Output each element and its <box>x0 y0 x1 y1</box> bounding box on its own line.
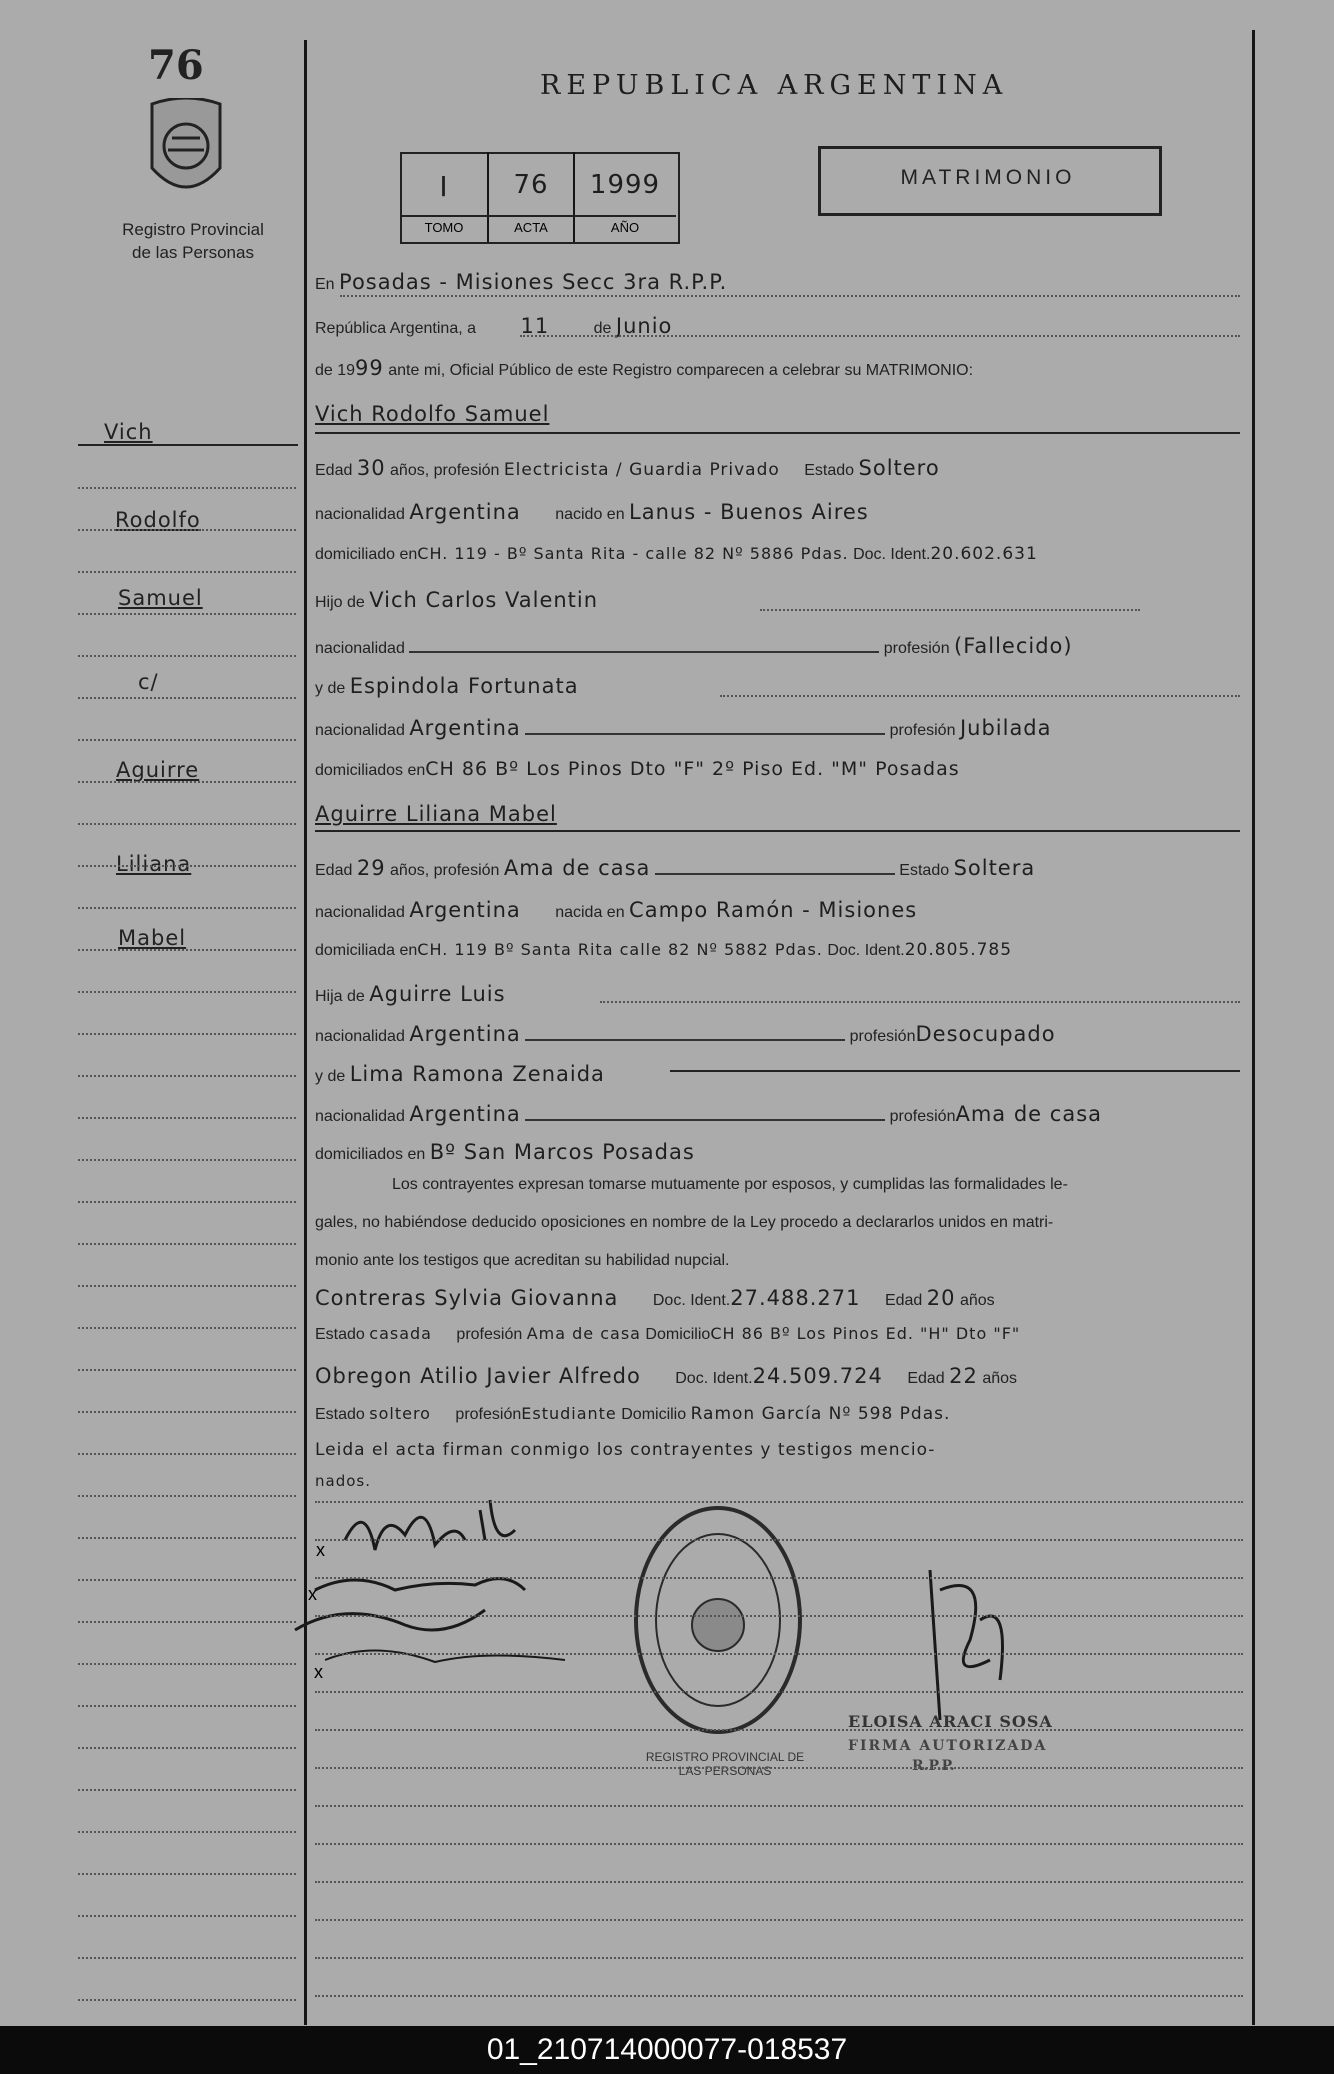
ano-label: AÑO <box>610 220 640 235</box>
groom-doc: 20.602.631 <box>930 544 1038 564</box>
margin-name-1: Vich <box>104 420 153 444</box>
margin-rule-line <box>78 780 296 783</box>
bride-age: 29 <box>356 856 386 880</box>
margin-rule-line <box>78 570 296 573</box>
margin-rule-line <box>78 1788 296 1791</box>
margin-name-5: Aguirre <box>116 758 200 782</box>
bride-birthplace: Campo Ramón - Misiones <box>629 898 918 922</box>
groom-name: Vich Rodolfo Samuel <box>315 402 550 426</box>
margin-rule-line <box>78 1200 296 1203</box>
bride-father-profession: Desocupado <box>915 1022 1056 1046</box>
bride-father-nationality: Argentina <box>409 1022 521 1046</box>
declaration-line3: monio ante los testigos que acreditan su habilidad nupcial. <box>315 1252 730 1269</box>
bride-address: CH. 119 Bº Santa Rita calle 82 Nº 5882 Pdas. <box>417 940 823 959</box>
body-rule-line <box>315 1918 1243 1921</box>
body-rule-line <box>315 1804 1243 1807</box>
margin-rule-line <box>78 948 296 951</box>
margin-name-2: Rodolfo <box>115 508 201 532</box>
margin-rule-line <box>78 1830 296 1833</box>
margin-rule-line <box>78 1368 296 1371</box>
margin-rule-line <box>78 1956 296 1959</box>
page-number: 76 <box>148 42 204 89</box>
bride-profession: Ama de casa <box>503 856 651 880</box>
acta-label: ACTA <box>514 220 548 235</box>
witness1-age: 20 <box>926 1286 956 1310</box>
groom-mother-profession: Jubilada <box>959 716 1052 740</box>
place-value: Posadas - Misiones Secc 3ra R.P.P. <box>339 270 728 294</box>
bride-nationality: Argentina <box>409 898 521 922</box>
margin-rule-line <box>78 906 296 909</box>
sign-mark-1: x <box>316 1540 325 1560</box>
groom-nationality: Argentina <box>409 500 521 524</box>
bride-mother-profession: Ama de casa <box>955 1102 1102 1126</box>
margin-rule-line <box>78 1536 296 1539</box>
body-rule-line <box>315 1728 1243 1731</box>
witness2-profession: Estudiante <box>521 1404 617 1423</box>
bride-status: Soltera <box>953 856 1036 880</box>
official-office: R.P.P. <box>912 1758 955 1774</box>
margin-rule-line <box>78 1326 296 1329</box>
tomo-value: I <box>439 170 449 203</box>
margin-rule-line <box>78 1158 296 1161</box>
signatures-scribble <box>285 1490 645 1700</box>
groom-parents-address: CH 86 Bº Los Pinos Dto "F" 2º Piso Ed. "M" Posadas <box>425 758 960 780</box>
margin-rule-line <box>78 1578 296 1581</box>
document-type: MATRIMONIO <box>900 166 1076 189</box>
margin-rule-line <box>78 1074 296 1077</box>
margin-rule-line <box>78 1494 296 1497</box>
declaration-line1: Los contrayentes expresan tomarse mutuamente por esposos, y cumplidas las formalidades le- <box>392 1176 1068 1193</box>
margin-name-6: Liliana <box>116 852 192 876</box>
margin-rule-line <box>78 1242 296 1245</box>
bride-name: Aguirre Liliana Mabel <box>315 802 557 826</box>
official-title: FIRMA AUTORIZADA <box>848 1738 1048 1754</box>
witness1-status: casada <box>369 1324 432 1343</box>
bride-father: Aguirre Luis <box>369 982 506 1006</box>
provincial-seal-icon <box>142 98 230 206</box>
witness1-doc: 27.488.271 <box>730 1286 861 1310</box>
intro-text: ante mi, Oficial Público de este Registro comparecen a celebrar su MATRIMONIO: <box>388 362 974 379</box>
margin-rule-line <box>78 1662 296 1665</box>
body-rule-line <box>315 1652 1243 1655</box>
body-rule-line <box>315 1538 1243 1541</box>
witness2-address: Ramon García Nº 598 Pdas. <box>690 1404 951 1424</box>
margin-rule-line <box>78 864 296 867</box>
margin-name-3: Samuel <box>118 586 203 610</box>
margin-rule-line <box>78 1116 296 1119</box>
margin-rule-line <box>78 1746 296 1749</box>
sign-mark-2: x <box>308 1584 317 1604</box>
day-value: 11 <box>520 314 550 338</box>
groom-mother-nationality: Argentina <box>409 716 521 740</box>
margin-rule-line <box>78 738 296 741</box>
bride-mother: Lima Ramona Zenaida <box>349 1062 605 1086</box>
margin-rule-line <box>78 1032 296 1035</box>
margin-rule-line <box>78 486 296 489</box>
registry-name-line1: Registro Provincial <box>122 220 264 239</box>
label-en: En <box>315 276 335 293</box>
body-rule-line <box>315 1690 1243 1693</box>
groom-profession: Electricista / Guardia Privado <box>503 460 780 480</box>
groom-age: 30 <box>356 456 386 480</box>
year-value: 99 <box>355 356 384 380</box>
body-rule-line <box>315 1766 1243 1769</box>
margin-rule-line <box>78 1704 296 1707</box>
margin-rule-line <box>78 654 296 657</box>
groom-status: Soltero <box>858 456 940 480</box>
groom-father: Vich Carlos Valentin <box>369 588 599 612</box>
bride-parents-address: Bº San Marcos Posadas <box>429 1140 695 1164</box>
sign-mark-3: x <box>314 1662 323 1682</box>
margin-rule-line <box>78 990 296 993</box>
margin-rule-line <box>78 1620 296 1623</box>
witness1-address: CH 86 Bº Los Pinos Ed. "H" Dto "F" <box>710 1324 1021 1343</box>
margin-name-7: Mabel <box>118 926 187 950</box>
stamp-text: REGISTRO PROVINCIAL DE LAS PERSONAS <box>645 1750 805 1778</box>
witness2-name: Obregon Atilio Javier Alfredo <box>315 1364 641 1388</box>
margin-rule-line <box>78 1872 296 1875</box>
groom-father-profession: (Fallecido) <box>954 634 1073 658</box>
bride-doc: 20.805.785 <box>904 940 1013 960</box>
body-rule-line <box>315 1500 1243 1503</box>
margin-rule-line <box>78 528 296 531</box>
body-rule-line <box>315 1842 1243 1845</box>
groom-address: CH. 119 - Bº Santa Rita - calle 82 Nº 5886 Pdas. <box>417 544 849 563</box>
body-rule-line <box>315 1614 1243 1617</box>
scan-identifier: 01_210714000077-018537 <box>0 2026 1334 2074</box>
document-sheet: 76 Registro Provincial de las Personas REPUBLICA ARGENTINA I 76 1999 TOMO ACTA AÑO MATRIMONIO En Posadas - Misiones Secc 3ra R.P.P. República Argentina, a 11 de Junio de 1999 ante mi, Oficial Público de este Registro comparecen a celebrar su MATRIMONIO: Vich Rodolfo Samuel Edad 30 años, profesión Electricista / Guardia Privado Estado Soltero nacionalidad Argentina nacido en Lanus - Buenos Aires domiciliado enCH. 119 - Bº Santa Rita - calle 82 Nº 5886 Pdas. Doc. Ident.20.602.631 Hijo de Vich Carlos Valentin nacionalidad profesión (Fallecido) y de Espindola Fortunata nacionalidad Argentina profesión Jubilada domiciliados enCH 86 Bº Los Pinos Dto "F" 2º Piso Ed. "M" Posadas Aguirre Liliana Mabel Edad 29 años, profesión Ama de casa Estado Soltera nacionalidad Argentina nacida en Campo Ramón - Misiones domiciliada enCH. 119 Bº Santa Rita calle 82 Nº 5882 Pdas. Doc. Ident.20.805.785 Hija de Aguirre Luis nacionalidad Argentina profesiónDesocupado y de Lima Ramona Zenaida nacionalidad Argentina profesiónAma de casa domiciliados en Bº San Marcos Posadas Los contrayentes expresan tomarse mutuamente por esposos, y cumplidas las formalidades le- gales, no habiéndose deducido oposiciones en nombre de la Ley procedo a declararlos unidos en matri- monio ante los testigos que acreditan su habilidad nupcial. Contreras Sylvia Giovanna Doc. Ident.27.488.271 Edad 20 años Estado casada profesión Ama de casa DomicilioCH 86 Bº Los Pinos Ed. "H" Dto "F" Obregon Atilio Javier Alfredo Doc. Ident.24.509.724 Edad 22 años Estado soltero profesiónEstudiante Domicilio Ramon García Nº 598 Pdas. Leida el acta firman conmigo los contrayentes y testigos mencio- nados. x x x REGISTRO PROVINCIAL DE LAS PERSONAS ELOISA ARACI SOSA FIRMA AUTORIZADA R.P.P. Vich Rodolfo Samuel c/ Aguirre Liliana Mabel <box>0 0 1334 2026</box>
witness2-status: soltero <box>369 1404 431 1423</box>
tomo-label: TOMO <box>424 220 464 235</box>
country-title: REPUBLICA ARGENTINA <box>540 70 1009 101</box>
witness2-age: 22 <box>949 1364 978 1388</box>
official-name: ELOISA ARACI SOSA <box>848 1712 1053 1731</box>
margin-name-4: c/ <box>138 670 159 694</box>
registry-stamp-icon <box>628 1500 808 1740</box>
bride-mother-nationality: Argentina <box>409 1102 521 1126</box>
groom-mother: Espindola Fortunata <box>349 674 579 698</box>
margin-rule <box>304 40 307 2025</box>
body-rule-line <box>315 1576 1243 1579</box>
margin-rule-line <box>78 612 296 615</box>
groom-birthplace: Lanus - Buenos Aires <box>629 500 869 524</box>
margin-rule-line <box>78 696 296 699</box>
margin-rule-line <box>78 822 296 825</box>
body-rule-line <box>315 1956 1243 1959</box>
witness2-doc: 24.509.724 <box>752 1364 883 1388</box>
month-value: Junio <box>615 314 673 338</box>
right-rule <box>1252 30 1255 2025</box>
ano-value: 1999 <box>589 170 661 200</box>
witness1-name: Contreras Sylvia Giovanna <box>315 1286 619 1310</box>
body-rule-line <box>315 1994 1243 1997</box>
acta-value: 76 <box>513 170 549 200</box>
witness1-profession: Ama de casa <box>526 1324 641 1343</box>
registry-name-line2: de las Personas <box>132 243 254 262</box>
closing-note-line2: nados. <box>315 1472 371 1490</box>
margin-rule-line <box>78 1284 296 1287</box>
margin-rule-line <box>78 1410 296 1413</box>
body-rule-line <box>315 1880 1243 1883</box>
official-signature-scribble <box>900 1560 1030 1730</box>
margin-rule-line <box>78 1452 296 1455</box>
closing-note-line1: Leida el acta firman conmigo los contrayentes y testigos mencio- <box>315 1440 936 1460</box>
margin-rule-line <box>78 1914 296 1917</box>
declaration-line2: gales, no habiéndose deducido oposiciones en nombre de la Ley procedo a declararlos unidos en matri- <box>315 1214 1054 1231</box>
margin-rule-line <box>78 1998 296 2001</box>
